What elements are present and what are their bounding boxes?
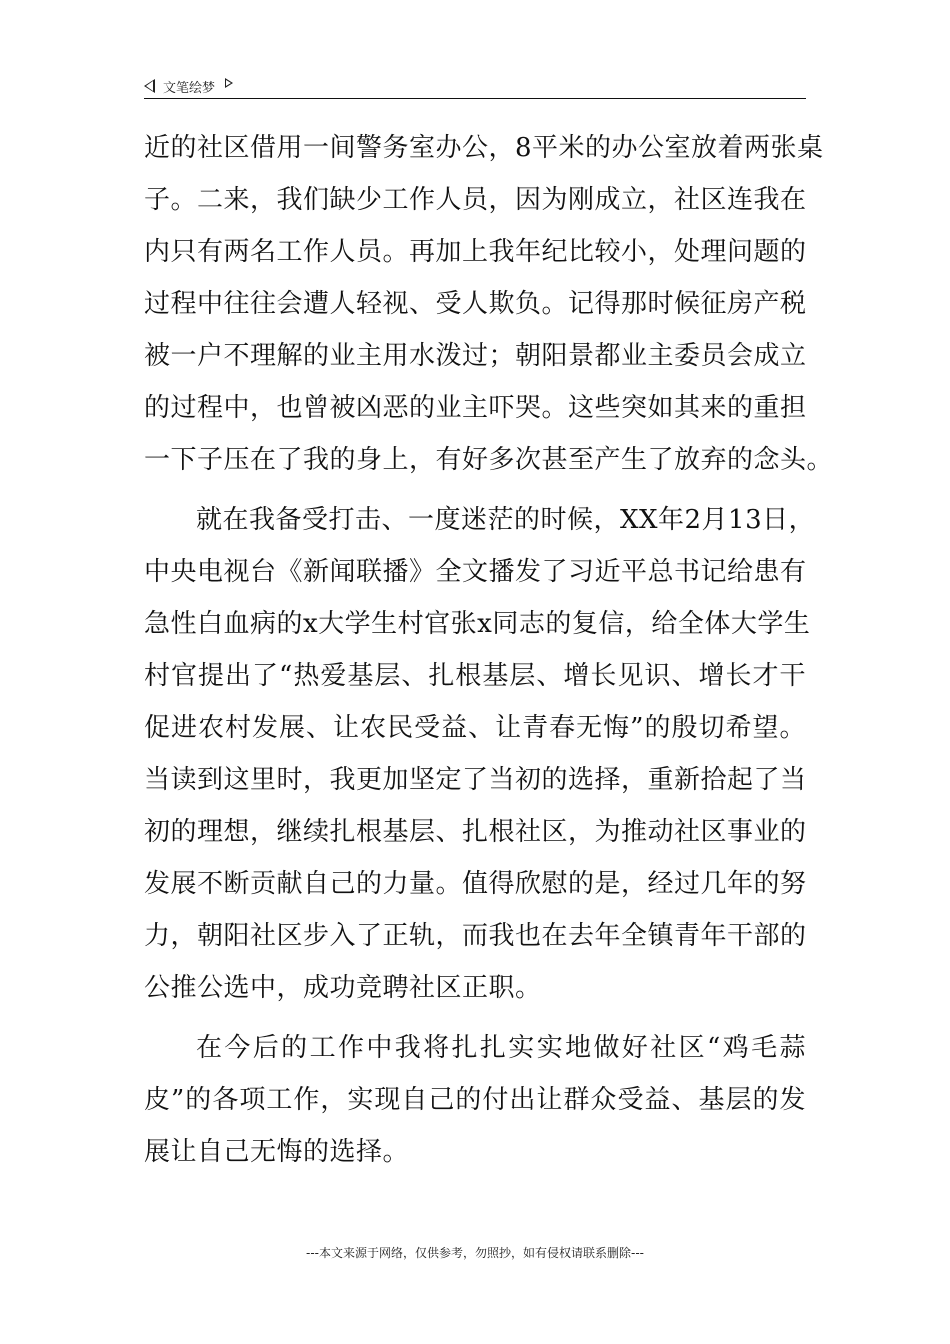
header-title: 文笔绘梦	[163, 80, 216, 96]
text-line: 村官提出了“热爱基层、扎根基层、增长见识、增长才干	[144, 661, 806, 691]
text-line: 急性白血病的x大学生村官张x同志的复信，给全体大学生	[144, 609, 811, 639]
text-line: 近的社区借用一间警务室办公，8平米的办公室放着两张桌	[144, 133, 824, 163]
text-line: 力，朝阳社区步入了正轨，而我也在去年全镇青年干部的	[144, 921, 807, 951]
triangle-right-icon	[225, 78, 233, 88]
page-footer: ---本文来源于网络，仅供参考，勿照抄，如有侵权请联系删除---	[306, 1246, 644, 1260]
text-line: 子。二来，我们缺少工作人员，因为刚成立，社区连我在	[144, 185, 807, 215]
paragraph-2	[144, 494, 816, 1014]
paragraph-1	[144, 122, 834, 486]
header-divider	[144, 98, 806, 99]
text-line: 促进农村发展、让农民受益、让青春无悔”的殷切希望。	[144, 713, 806, 743]
paragraph-3	[144, 1022, 806, 1178]
text-line: 展让自己无悔的选择。	[144, 1137, 410, 1167]
text-line: 被一户不理解的业主用水泼过；朝阳景都业主委员会成立	[144, 341, 807, 371]
text-line: 就在我备受打击、一度迷茫的时候，XX年2月13日，	[196, 505, 816, 535]
text-line: 初的理想，继续扎根基层、扎根社区，为推动社区事业的	[144, 817, 807, 847]
text-line: 的过程中，也曾被凶恶的业主吓哭。这些突如其来的重担	[144, 393, 807, 423]
text-line: 发展不断贡献自己的力量。值得欣慰的是，经过几年的努	[144, 869, 807, 899]
text-line: 公推公选中，成功竞聘社区正职。	[144, 973, 542, 1003]
document-body	[144, 122, 834, 1178]
triangle-left-icon	[144, 79, 155, 93]
text-line: 一下子压在了我的身上，有好多次甚至产生了放弃的念头。	[144, 445, 834, 475]
text-line: 过程中往往会遭人轻视、受人欺负。记得那时候征房产税	[144, 289, 807, 319]
text-line: 当读到这里时，我更加坚定了当初的选择，重新拾起了当	[144, 765, 807, 795]
text-line: 内只有两名工作人员。再加上我年纪比较小，处理问题的	[144, 237, 807, 267]
text-line: 皮”的各项工作，实现自己的付出让群众受益、基层的发	[144, 1085, 806, 1115]
text-line: 中央电视台《新闻联播》全文播发了习近平总书记给患有	[144, 557, 807, 587]
text-line: 在今后的工作中我将扎扎实实地做好社区“鸡毛蒜	[196, 1033, 806, 1063]
page-header	[144, 74, 806, 98]
